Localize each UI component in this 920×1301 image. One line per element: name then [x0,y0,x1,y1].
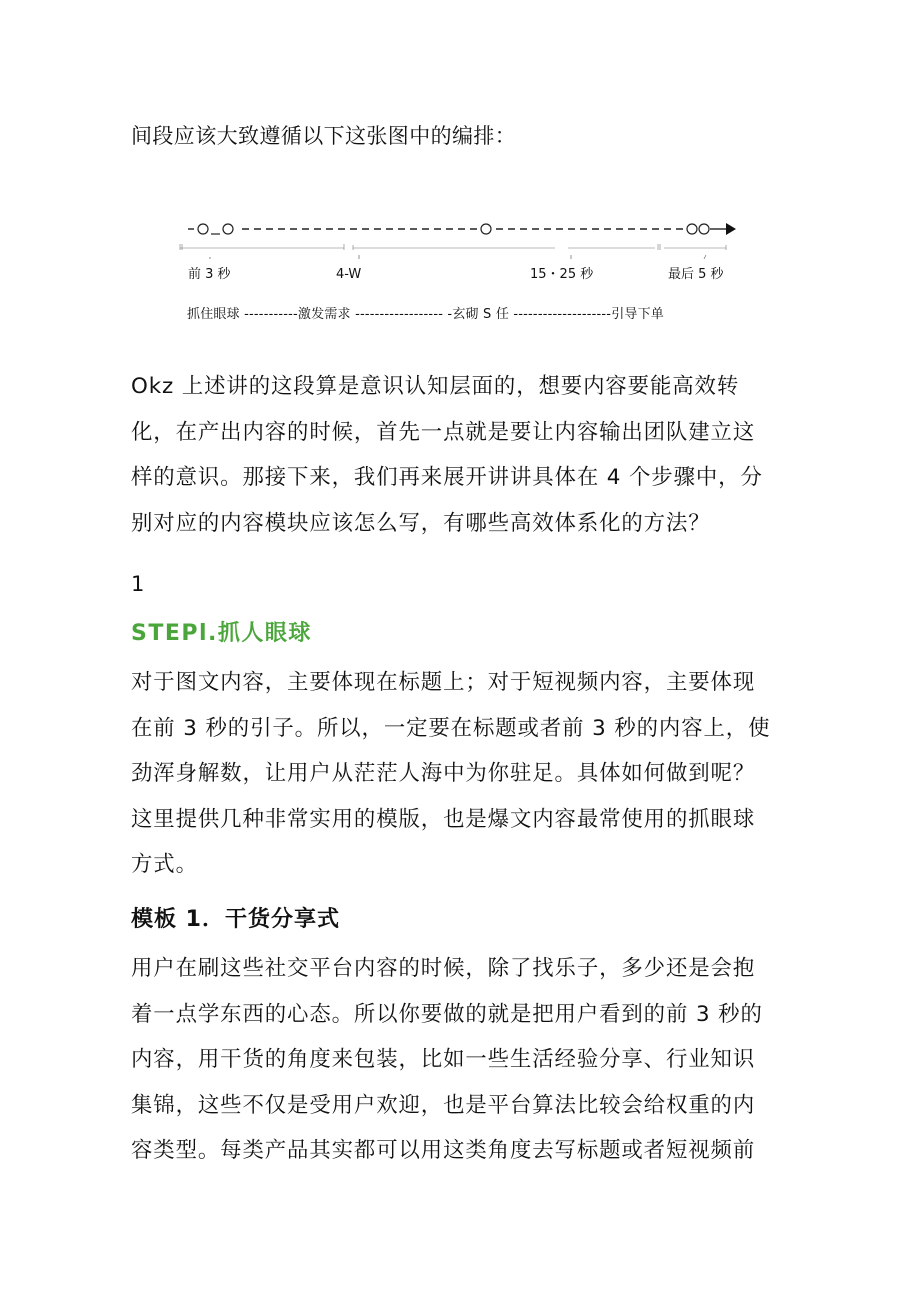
paragraph-line: 劲浑身解数，让用户从茫茫人海中为你驻足。具体如何做到呢？ [131,761,756,787]
paragraph-line: 对于图文内容，主要体现在标题上；对于短视频内容，主要体现 [131,670,756,695]
paragraph-line: 样的意识。那接下来，我们再来展开讲讲具体在 4 个步骤中，分 [131,465,763,491]
timeline-label-last-5s: 最后 5 秒 [668,267,724,282]
paragraph-awareness [131,364,763,546]
paragraph-line: 这里提供几种非常实用的模版，也是爆文内容最常使用的抓眼球 [131,806,756,832]
timeline-label-15-25s: 15・25 秒 [530,267,594,282]
section-number: 1 [131,572,145,596]
timeline-diagram [170,205,750,345]
timeline-label-first-3s: 前 3 秒 [188,267,231,282]
paragraph-line: 容类型。每类产品其实都可以用这类角度去写标题或者短视频前 [131,1138,756,1164]
paragraph-line: Okz 上述讲的这段算是意识认知层面的，想要内容要能高效转 [131,374,740,399]
timeline-label-4w: 4-W [336,267,362,282]
paragraph-line: 着一点学东西的心态。所以你要做的就是把用户看到的前 3 秒的 [131,1001,763,1027]
timeline-node-start [198,224,208,234]
paragraph-line: 化，在产出内容的时候，首先一点就是要让内容输出团队建立这 [131,419,756,445]
paragraph-line: 用户在刷这些社交平台内容的时候，除了找乐子，多少还是会抱 [131,956,756,981]
timeline-node-3s [223,224,233,234]
paragraph-line: 方式。 [131,852,198,878]
timeline-axis [170,205,750,265]
timeline-node-end-2 [699,224,709,234]
paragraph-step1 [131,660,770,888]
timeline-node-mid [481,224,491,234]
intro-text: 间段应该大致遵循以下这张图中的编排： [131,124,517,148]
timeline-node-end-1 [687,224,697,234]
paragraph-line: 内容，用干货的角度来包装，比如一些生活经验分享、行业知识 [131,1047,756,1073]
template-heading: 模板 1．干货分享式 [131,907,340,932]
arrow-head-icon [726,223,736,235]
paragraph-line: 在前 3 秒的引子。所以，一定要在标题或者前 3 秒的内容上，使 [131,715,771,741]
paragraph-template1 [131,946,763,1174]
step-heading: STEPl.抓人眼球 [131,621,312,646]
paragraph-line: 别对应的内容模块应该怎么写，有哪些高效体系化的方法？ [131,510,711,536]
paragraph-line: 集锦，这些不仅是受用户欢迎，也是平台算法比较会给权重的内 [131,1092,756,1118]
timeline-phase-row: 抓住眼球 -----------激发需求 ------------------ -玄砌 S 任 --------------------引导下单 [187,307,664,322]
